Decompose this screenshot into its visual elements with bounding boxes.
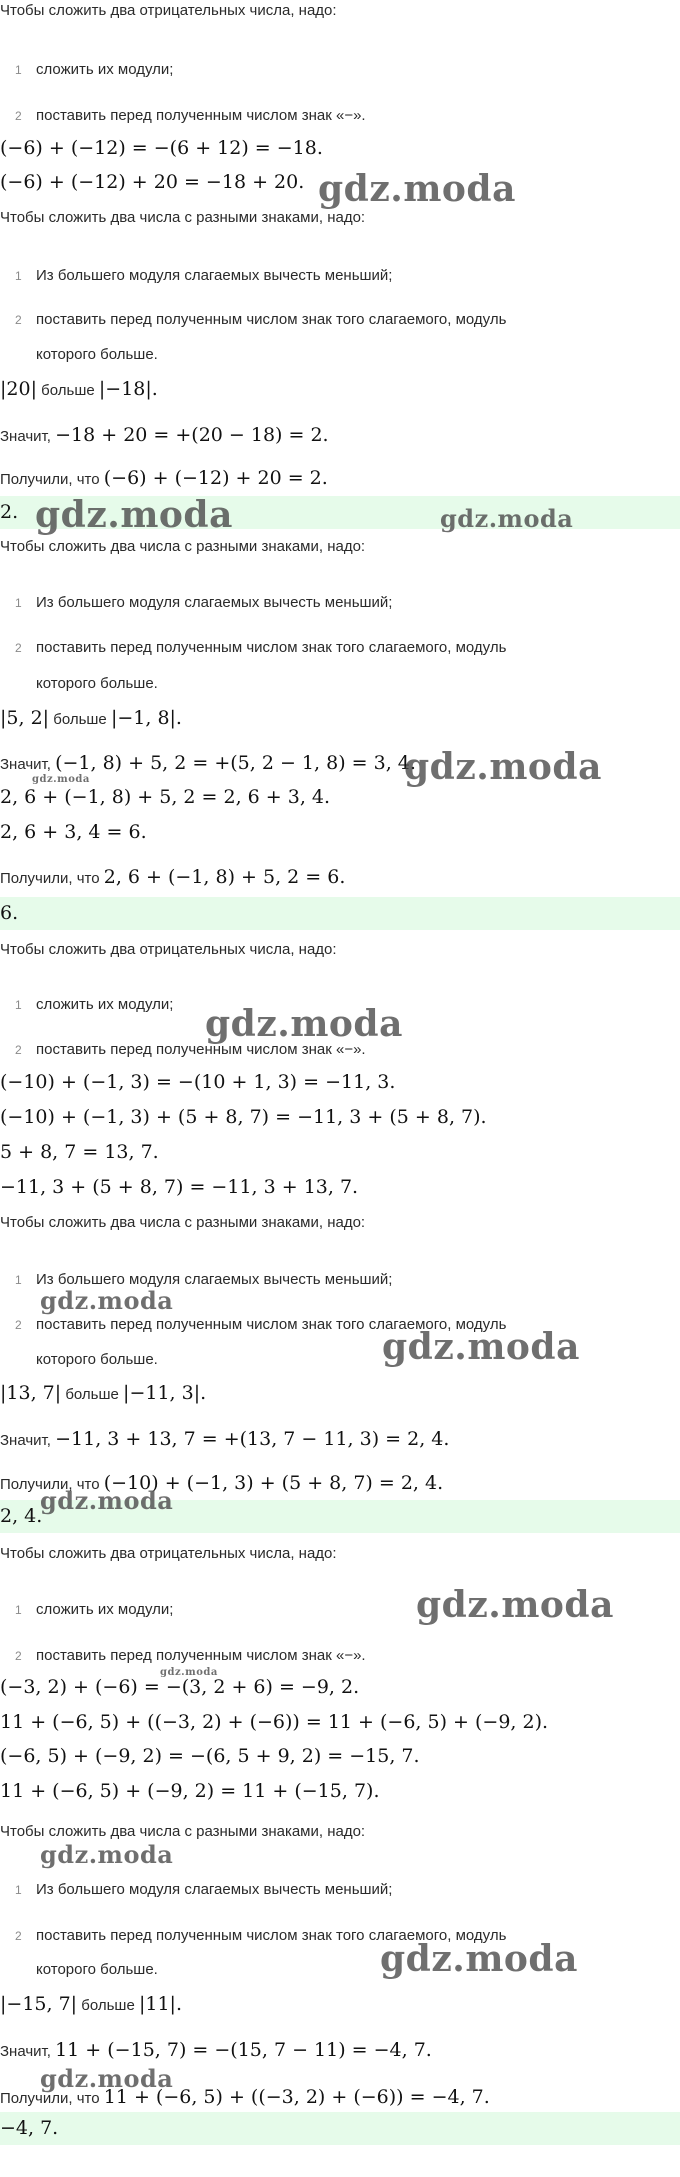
watermark: gdz.moda	[205, 1003, 403, 1045]
list-item	[15, 638, 506, 658]
list-number: 2	[15, 313, 22, 327]
math-line: (−10) + (−1, 3) = −(10 + 1, 3) = −11, 3.	[0, 1071, 396, 1093]
list-number: 1	[15, 1883, 22, 1897]
comparison-line	[0, 377, 158, 403]
list-number: 2	[15, 1043, 22, 1057]
math-expr: |−1, 8|.	[110, 707, 182, 729]
watermark: gdz.moda	[160, 1667, 218, 1678]
list-item	[15, 310, 506, 330]
list-number: 2	[15, 1318, 22, 1332]
list-number: 1	[15, 596, 22, 610]
list-item	[15, 106, 366, 126]
math-line: (−10) + (−1, 3) + (5 + 8, 7) = −11, 3 + (5 + 8, 7).	[0, 1106, 487, 1128]
watermark: gdz.moda	[40, 1840, 174, 1869]
result-word: Получили, что	[0, 2090, 104, 2107]
conclusion-word: Значит,	[0, 1432, 56, 1449]
math-line: 11 + (−6, 5) + (−9, 2) = 11 + (−15, 7).	[0, 1780, 380, 1802]
watermark: gdz.moda	[35, 494, 233, 536]
answer-value: 6.	[0, 902, 19, 924]
list-text: поставить перед полученным числом знак того слагаемого, модуль	[36, 311, 507, 328]
watermark: gdz.moda	[440, 504, 574, 533]
list-number: 1	[15, 1603, 22, 1617]
answer-value: 2, 4.	[0, 1505, 43, 1527]
math-expr: 11 + (−15, 7) = −(15, 7 − 11) = −4, 7.	[55, 2039, 432, 2061]
list-number: 2	[15, 109, 22, 123]
list-text: поставить перед полученным числом знак «−».	[36, 107, 366, 124]
result-word: Получили, что	[0, 1476, 104, 1493]
math-expr: |−15, 7|	[0, 1993, 78, 2015]
list-number: 1	[15, 1273, 22, 1287]
list-text: сложить их модули;	[36, 1601, 174, 1618]
rule-heading: Чтобы сложить два числа с разными знаками, надо:	[0, 538, 366, 555]
comparison-line	[0, 1992, 182, 2018]
list-number: 2	[15, 1929, 22, 1943]
math-expr: |13, 7|	[0, 1382, 62, 1404]
conclusion-line	[0, 1427, 449, 1453]
rule-heading: Чтобы сложить два отрицательных числа, надо:	[0, 941, 337, 958]
comparison-word: больше	[36, 382, 99, 399]
math-line: (−6) + (−12) = −(6 + 12) = −18.	[0, 137, 323, 159]
watermark: gdz.moda	[380, 1938, 578, 1980]
result-line	[0, 466, 328, 492]
list-number: 1	[15, 269, 22, 283]
result-word: Получили, что	[0, 471, 104, 488]
list-item	[15, 1646, 366, 1666]
rule-heading: Чтобы сложить два числа с разными знаками, надо:	[0, 209, 366, 226]
math-expr: (−1, 8) + 5, 2 = +(5, 2 − 1, 8) = 3, 4.	[55, 752, 416, 774]
math-expr: −11, 3 + 13, 7 = +(13, 7 − 11, 3) = 2, 4.	[55, 1428, 450, 1450]
comparison-line	[0, 1381, 206, 1407]
math-line: 11 + (−6, 5) + ((−3, 2) + (−6)) = 11 + (−6, 5) + (−9, 2).	[0, 1711, 549, 1733]
rule-heading: Чтобы сложить два числа с разными знаками, надо:	[0, 1823, 366, 1840]
rule-heading: Чтобы сложить два числа с разными знаками, надо:	[0, 1214, 366, 1231]
result-line	[0, 865, 345, 891]
list-item	[15, 60, 173, 80]
list-item	[15, 995, 173, 1015]
list-text: поставить перед полученным числом знак того слагаемого, модуль	[36, 1316, 507, 1333]
rule-heading: Чтобы сложить два отрицательных числа, надо:	[0, 1545, 337, 1562]
comparison-word: больше	[77, 1997, 139, 2014]
answer-band	[0, 897, 680, 930]
math-line: −11, 3 + (5 + 8, 7) = −11, 3 + 13, 7.	[0, 1176, 359, 1198]
list-text-continuation: которого больше.	[36, 1961, 158, 1978]
conclusion-word: Значит,	[0, 756, 56, 773]
watermark: gdz.moda	[40, 1486, 174, 1515]
list-text-continuation: которого больше.	[36, 1351, 158, 1368]
answer-band	[0, 2112, 680, 2145]
watermark: gdz.moda	[40, 2064, 174, 2093]
math-expr: |5, 2|	[0, 707, 50, 729]
watermark: gdz.moda	[404, 746, 602, 788]
list-text: Из большего модуля слагаемых вычесть меньший;	[36, 594, 393, 611]
list-text: поставить перед полученным числом знак «−».	[36, 1041, 366, 1058]
list-text: поставить перед полученным числом знак «−».	[36, 1647, 366, 1664]
watermark: gdz.moda	[382, 1326, 580, 1368]
math-line: (−6) + (−12) + 20 = −18 + 20.	[0, 171, 305, 193]
answer-value: −4, 7.	[0, 2117, 59, 2139]
list-number: 2	[15, 641, 22, 655]
math-expr: 11 + (−6, 5) + ((−3, 2) + (−6)) = −4, 7.	[103, 2086, 490, 2108]
math-expr: 2, 6 + (−1, 8) + 5, 2 = 6.	[103, 866, 346, 888]
watermark: gdz.moda	[32, 774, 90, 785]
result-word: Получили, что	[0, 870, 104, 887]
math-line: 2, 6 + 3, 4 = 6.	[0, 821, 147, 843]
list-number: 2	[15, 1649, 22, 1663]
list-text: сложить их модули;	[36, 996, 174, 1013]
list-text: поставить перед полученным числом знак того слагаемого, модуль	[36, 639, 507, 656]
list-text: сложить их модули;	[36, 61, 174, 78]
list-text: Из большего модуля слагаемых вычесть меньший;	[36, 1881, 393, 1898]
math-line: 2, 6 + (−1, 8) + 5, 2 = 2, 6 + 3, 4.	[0, 786, 331, 808]
watermark: gdz.moda	[40, 1286, 174, 1315]
answer-value: 2.	[0, 501, 19, 523]
list-text: поставить перед полученным числом знак того слагаемого, модуль	[36, 1927, 507, 1944]
list-item	[15, 1600, 173, 1620]
comparison-word: больше	[49, 711, 111, 728]
math-expr: |11|.	[138, 1993, 182, 2015]
math-expr: −18 + 20 = +(20 − 18) = 2.	[55, 424, 329, 446]
list-text-continuation: которого больше.	[36, 675, 158, 692]
math-expr: |−11, 3|.	[123, 1382, 207, 1404]
conclusion-line	[0, 423, 329, 449]
math-expr: |−18|.	[98, 378, 158, 400]
watermark: gdz.moda	[416, 1584, 614, 1626]
list-item	[15, 266, 392, 286]
math-expr: (−10) + (−1, 3) + (5 + 8, 7) = 2, 4.	[103, 1472, 444, 1494]
list-number: 1	[15, 63, 22, 77]
list-number: 1	[15, 998, 22, 1012]
conclusion-word: Значит,	[0, 428, 56, 445]
comparison-word: больше	[61, 1386, 124, 1403]
math-line: (−6, 5) + (−9, 2) = −(6, 5 + 9, 2) = −15, 7.	[0, 1745, 420, 1767]
math-line: (−3, 2) + (−6) = −(3, 2 + 6) = −9, 2.	[0, 1676, 360, 1698]
math-expr: |20|	[0, 378, 37, 400]
list-item	[15, 1880, 392, 1900]
list-text: Из большего модуля слагаемых вычесть меньший;	[36, 267, 393, 284]
math-line: 5 + 8, 7 = 13, 7.	[0, 1141, 159, 1163]
conclusion-line	[0, 2038, 432, 2064]
list-text-continuation: которого больше.	[36, 346, 158, 363]
comparison-line	[0, 706, 182, 732]
rule-heading: Чтобы сложить два отрицательных числа, надо:	[0, 2, 337, 19]
list-item	[15, 593, 392, 613]
list-text: Из большего модуля слагаемых вычесть меньший;	[36, 1271, 393, 1288]
watermark: gdz.moda	[318, 168, 516, 210]
math-expr: (−6) + (−12) + 20 = 2.	[103, 467, 328, 489]
conclusion-word: Значит,	[0, 2043, 56, 2060]
